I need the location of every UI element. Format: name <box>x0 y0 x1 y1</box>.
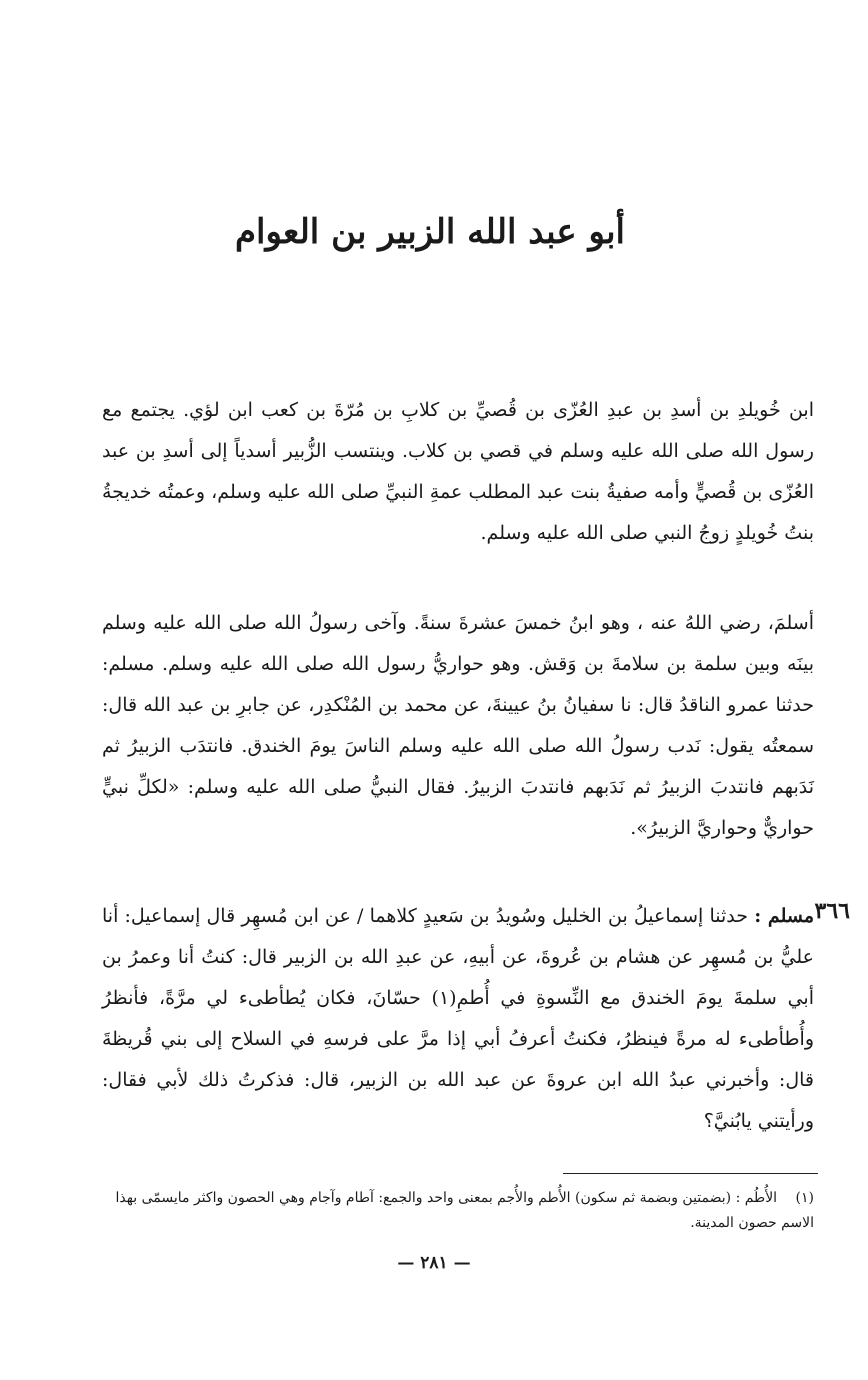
footnote-number: (١) <box>795 1190 814 1206</box>
paragraph-lineage: ابن خُويلدِ بن أسدِ بن عبدِ العُزّى بن قُصيِّ بن كلابِ بن مُرّةَ بن كعب ابن لؤي. يجتمع مع رسول الله صلى الله عليه وسلم في قصي بن كلاب. وينتسب الزُّبير أسدياً إلى أسدِ بن عبد العُزّى بن قُصيٍّ وأمه صفيةُ بنت عبد المطلب عمةِ النبيِّ صلى الله عليه وسلم، وعمتُه خديجةُ بنتُ خُويلدٍ زوجُ النبي صلى الله عليه وسلم. <box>102 399 814 544</box>
hadith-text: حدثنا إسماعيلُ بن الخليل وسُويدُ بن سَعيدٍ كلاهما / عن ابن مُسهِر قال إسماعيل: أنا عليُّ بن مُسهِر عن هشام بن عُروةَ، عن أبيهِ، عن عبدِ الله بن الزبير قال: كنتُ أنا وعمرُ بن أبي سلمةَ يومَ الخندق مع النِّسوةِ في أُطمِ(١) حسّانَ، فكان يُطأطىء لي مرَّةً، فأنظرُ وأُطأطىء له مرةً فينظرُ، فكنتُ أعرفُ أبي إذا مرَّ على فرسهِ في السلاح إلى بني قُريظةَ قال: وأخبرني عبدُ الله ابن عروةَ عن عبد الله بن الزبير، قال: فذكرتُ ذلك لأبي فقال: ورأيتني يابُنيَّ؟ <box>102 905 814 1132</box>
margin-hadith-number: ٣٦٦ <box>814 898 850 924</box>
chapter-title: أبو عبد الله الزبير بن العوام <box>234 212 625 252</box>
narrator-lead: مسلم : <box>754 905 814 927</box>
footnote-separator <box>563 1173 818 1174</box>
paragraph-hadith <box>102 896 814 1142</box>
footnote <box>102 1186 814 1236</box>
page-number: — ٢٨١ — <box>397 1253 471 1273</box>
footnote-text: الأُطُم : (بضمتين وبضمة ثم سكون) الأُطم والأُجم بمعنى واحد والجمع: آطام وآجام وهي الحصون واكثر مايسمّى بهذا الاسم حصون المدينة. <box>115 1190 814 1231</box>
paragraph-conversion: أسلمَ، رضي اللهُ عنه ، وهو ابنُ خمسَ عشرةَ سنةً. وآخى رسولُ الله صلى الله عليه وسلم بينَه وبين سلمة بن سلامةَ بن وَقش. وهو حواريُّ رسول الله صلى الله عليه وسلم. مسلم: حدثنا عمرو الناقدُ قال: نا سفيانُ بنُ عيينةَ، عن محمد بن المُنْكدِر، عن جابرِ بن عبد الله قال: سمعتُه يقول: نَدب رسولُ الله صلى الله عليه وسلم الناسَ يومَ الخندق. فانتدَب الزبيرُ ثم نَدَبهم فانتدبَ الزبيرُ ثم نَدَبهم فانتدبَ الزبيرُ. فقال النبيُّ صلى الله عليه وسلم: «لكلِّ نبيٍّ حواريٌّ وحواريَّ الزبيرُ». <box>102 612 814 839</box>
